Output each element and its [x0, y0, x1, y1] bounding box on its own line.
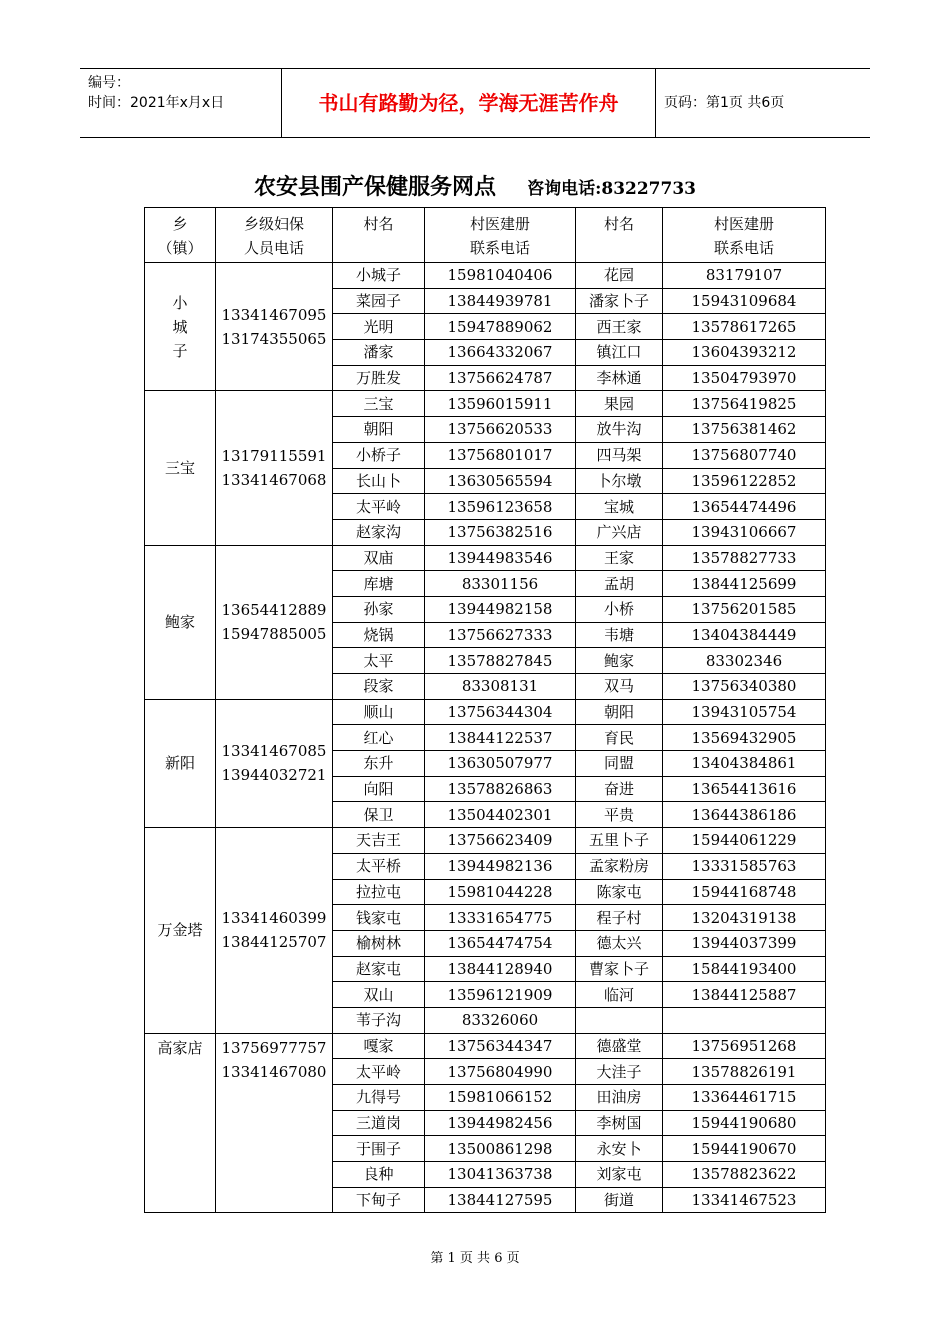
village-name: 榆树林	[333, 930, 425, 956]
village-phone: 13944037399	[663, 930, 826, 956]
town-name: 新阳	[145, 699, 216, 827]
village-name: 下甸子	[333, 1187, 425, 1213]
village-phone: 13654474496	[663, 494, 826, 520]
village-name: 宝城	[576, 494, 663, 520]
village-phone: 13500861298	[425, 1136, 576, 1162]
village-name: 段家	[333, 674, 425, 700]
village-name: 潘家卜子	[576, 288, 663, 314]
village-phone: 13578826191	[663, 1059, 826, 1085]
village-phone: 13578826863	[425, 776, 576, 802]
village-phone: 83179107	[663, 263, 826, 289]
town-health-phones: 13341467085 13944032721	[216, 699, 333, 827]
village-name: 鲍家	[576, 648, 663, 674]
village-phone: 13578617265	[663, 314, 826, 340]
village-phone: 13331654775	[425, 905, 576, 931]
village-phone: 13944982136	[425, 853, 576, 879]
village-name: 三道岗	[333, 1110, 425, 1136]
title-consult-phone: 咨询电话:83227733	[527, 179, 696, 199]
village-name: 刘家屯	[576, 1162, 663, 1188]
village-phone: 15981040406	[425, 263, 576, 289]
village-name: 光明	[333, 314, 425, 340]
village-name: 同盟	[576, 751, 663, 777]
village-name: 曹家卜子	[576, 956, 663, 982]
village-name: 潘家	[333, 340, 425, 366]
town-name: 三宝	[145, 391, 216, 545]
column-header: 村名	[576, 208, 663, 263]
village-phone: 13578827733	[663, 545, 826, 571]
village-name: 双庙	[333, 545, 425, 571]
village-phone: 13404384861	[663, 751, 826, 777]
page-title	[0, 170, 950, 201]
village-name: 临河	[576, 982, 663, 1008]
village-phone: 15944061229	[663, 828, 826, 854]
village-name: 双马	[576, 674, 663, 700]
village-name: 嘎家	[333, 1033, 425, 1059]
village-name: 顺山	[333, 699, 425, 725]
village-phone: 13943105754	[663, 699, 826, 725]
village-name: 陈家屯	[576, 879, 663, 905]
village-phone: 13630507977	[425, 751, 576, 777]
village-phone: 13331585763	[663, 853, 826, 879]
village-name: 永安卜	[576, 1136, 663, 1162]
town-name: 万金塔	[145, 828, 216, 1034]
village-name: 奋进	[576, 776, 663, 802]
village-name: 西王家	[576, 314, 663, 340]
village-name: 菜园子	[333, 288, 425, 314]
village-phone: 13341467523	[663, 1187, 826, 1213]
village-name: 育民	[576, 725, 663, 751]
village-name: 花园	[576, 263, 663, 289]
village-phone: 13644386186	[663, 802, 826, 828]
village-name: 程子村	[576, 905, 663, 931]
village-phone: 15944190670	[663, 1136, 826, 1162]
village-name: 向阳	[333, 776, 425, 802]
village-phone: 13504793970	[663, 365, 826, 391]
town-health-phones: 13341460399 13844125707	[216, 828, 333, 1034]
village-name: 小桥子	[333, 442, 425, 468]
village-name: 天吉王	[333, 828, 425, 854]
village-phone: 13844125699	[663, 571, 826, 597]
village-phone: 13756623409	[425, 828, 576, 854]
village-phone: 13596122852	[663, 468, 826, 494]
village-name: 李林通	[576, 365, 663, 391]
village-name: 孟胡	[576, 571, 663, 597]
column-header: 村医建册 联系电话	[425, 208, 576, 263]
village-phone: 13654474754	[425, 930, 576, 956]
document-header	[80, 68, 870, 138]
page-footer: 第 1 页 共 6 页	[430, 1251, 520, 1266]
village-phone: 13844122537	[425, 725, 576, 751]
village-phone: 13756201585	[663, 596, 826, 622]
village-name: 九得号	[333, 1085, 425, 1111]
village-name: 东升	[333, 751, 425, 777]
village-phone: 15944168748	[663, 879, 826, 905]
village-phone: 13756620533	[425, 417, 576, 443]
village-phone: 13756807740	[663, 442, 826, 468]
village-phone: 13596123658	[425, 494, 576, 520]
table-row	[145, 699, 826, 725]
village-phone: 15981066152	[425, 1085, 576, 1111]
village-name	[576, 1007, 663, 1033]
village-name: 果园	[576, 391, 663, 417]
village-phone: 13630565594	[425, 468, 576, 494]
village-phone: 13756419825	[663, 391, 826, 417]
column-header: 村医建册 联系电话	[663, 208, 826, 263]
town-health-phones: 13654412889 15947885005	[216, 545, 333, 699]
column-header: 村名	[333, 208, 425, 263]
column-header: 乡 （镇）	[145, 208, 216, 263]
village-name: 四马架	[576, 442, 663, 468]
table-header-row	[145, 208, 826, 263]
village-name: 太平岭	[333, 494, 425, 520]
village-name: 太平岭	[333, 1059, 425, 1085]
table-row	[145, 391, 826, 417]
village-phone: 13756344347	[425, 1033, 576, 1059]
village-name: 大洼子	[576, 1059, 663, 1085]
village-phone: 13404384449	[663, 622, 826, 648]
village-name: 太平	[333, 648, 425, 674]
table-row	[145, 263, 826, 289]
village-name: 太平桥	[333, 853, 425, 879]
village-phone: 83302346	[663, 648, 826, 674]
village-name: 平贵	[576, 802, 663, 828]
town-health-phones: 13179115591 13341467068	[216, 391, 333, 545]
village-name: 钱家屯	[333, 905, 425, 931]
village-phone: 13204319138	[663, 905, 826, 931]
village-name: 五里卜子	[576, 828, 663, 854]
table-row	[145, 1033, 826, 1059]
village-phone: 13944983546	[425, 545, 576, 571]
village-name: 朝阳	[333, 417, 425, 443]
number-label: 编号：	[88, 75, 130, 91]
village-name: 朝阳	[576, 699, 663, 725]
village-phone: 83326060	[425, 1007, 576, 1033]
village-name: 苇子沟	[333, 1007, 425, 1033]
time-label: 时间：2021年x月x日	[88, 95, 225, 111]
village-phone: 13756340380	[663, 674, 826, 700]
village-name: 赵家沟	[333, 519, 425, 545]
village-phone: 13364461715	[663, 1085, 826, 1111]
village-name: 德太兴	[576, 930, 663, 956]
village-phone: 13844127595	[425, 1187, 576, 1213]
village-phone: 13844128940	[425, 956, 576, 982]
village-name: 小桥	[576, 596, 663, 622]
village-phone: 13569432905	[663, 725, 826, 751]
service-table	[144, 207, 826, 1213]
village-phone: 13944982456	[425, 1110, 576, 1136]
village-phone: 13844939781	[425, 288, 576, 314]
village-name: 德盛堂	[576, 1033, 663, 1059]
village-phone: 13756624787	[425, 365, 576, 391]
village-name: 拉拉屯	[333, 879, 425, 905]
village-phone: 13756951268	[663, 1033, 826, 1059]
village-name: 保卫	[333, 802, 425, 828]
header-meta	[80, 69, 282, 137]
village-name: 小城子	[333, 263, 425, 289]
town-health-phones: 13756977757 13341467080	[216, 1033, 333, 1213]
village-phone: 83308131	[425, 674, 576, 700]
village-phone: 13944982158	[425, 596, 576, 622]
village-phone: 13578827845	[425, 648, 576, 674]
village-phone: 13756382516	[425, 519, 576, 545]
village-phone: 15944190680	[663, 1110, 826, 1136]
village-phone: 13596015911	[425, 391, 576, 417]
column-header: 乡级妇保 人员电话	[216, 208, 333, 263]
village-phone: 15844193400	[663, 956, 826, 982]
village-name: 街道	[576, 1187, 663, 1213]
village-phone: 13604393212	[663, 340, 826, 366]
header-page-info: 页码：第1页 共6页	[664, 95, 785, 111]
title-main: 农安县围产保健服务网点	[253, 174, 496, 200]
town-health-phones: 13341467095 13174355065	[216, 263, 333, 391]
village-name: 于围子	[333, 1136, 425, 1162]
table-row	[145, 828, 826, 854]
village-name: 镇江口	[576, 340, 663, 366]
village-phone: 13756344304	[425, 699, 576, 725]
village-name: 韦塘	[576, 622, 663, 648]
village-name: 卜尔墩	[576, 468, 663, 494]
village-phone: 15943109684	[663, 288, 826, 314]
village-phone: 13756804990	[425, 1059, 576, 1085]
village-name: 红心	[333, 725, 425, 751]
village-phone: 13654413616	[663, 776, 826, 802]
town-name: 高家店	[145, 1033, 216, 1213]
village-phone: 13756627333	[425, 622, 576, 648]
village-phone: 13844125887	[663, 982, 826, 1008]
village-name: 孙家	[333, 596, 425, 622]
village-name: 王家	[576, 545, 663, 571]
header-motto: 书山有路勤为径，学海无涯苦作舟	[282, 69, 656, 137]
village-phone: 15947889062	[425, 314, 576, 340]
village-phone	[663, 1007, 826, 1033]
village-phone: 13041363738	[425, 1162, 576, 1188]
village-name: 库塘	[333, 571, 425, 597]
village-name: 赵家屯	[333, 956, 425, 982]
village-phone: 13756381462	[663, 417, 826, 443]
town-name: 小 城 子	[145, 263, 216, 391]
village-phone: 13756801017	[425, 442, 576, 468]
town-name: 鲍家	[145, 545, 216, 699]
village-name: 烧锅	[333, 622, 425, 648]
village-name: 放牛沟	[576, 417, 663, 443]
village-name: 广兴店	[576, 519, 663, 545]
village-phone: 13578823622	[663, 1162, 826, 1188]
table-row	[145, 545, 826, 571]
village-name: 良种	[333, 1162, 425, 1188]
village-phone: 15981044228	[425, 879, 576, 905]
village-name: 田油房	[576, 1085, 663, 1111]
village-phone: 13943106667	[663, 519, 826, 545]
village-name: 三宝	[333, 391, 425, 417]
village-phone: 13596121909	[425, 982, 576, 1008]
village-name: 万胜发	[333, 365, 425, 391]
village-name: 长山卜	[333, 468, 425, 494]
village-name: 双山	[333, 982, 425, 1008]
village-name: 孟家粉房	[576, 853, 663, 879]
village-phone: 13504402301	[425, 802, 576, 828]
village-phone: 83301156	[425, 571, 576, 597]
village-name: 李树国	[576, 1110, 663, 1136]
village-phone: 13664332067	[425, 340, 576, 366]
